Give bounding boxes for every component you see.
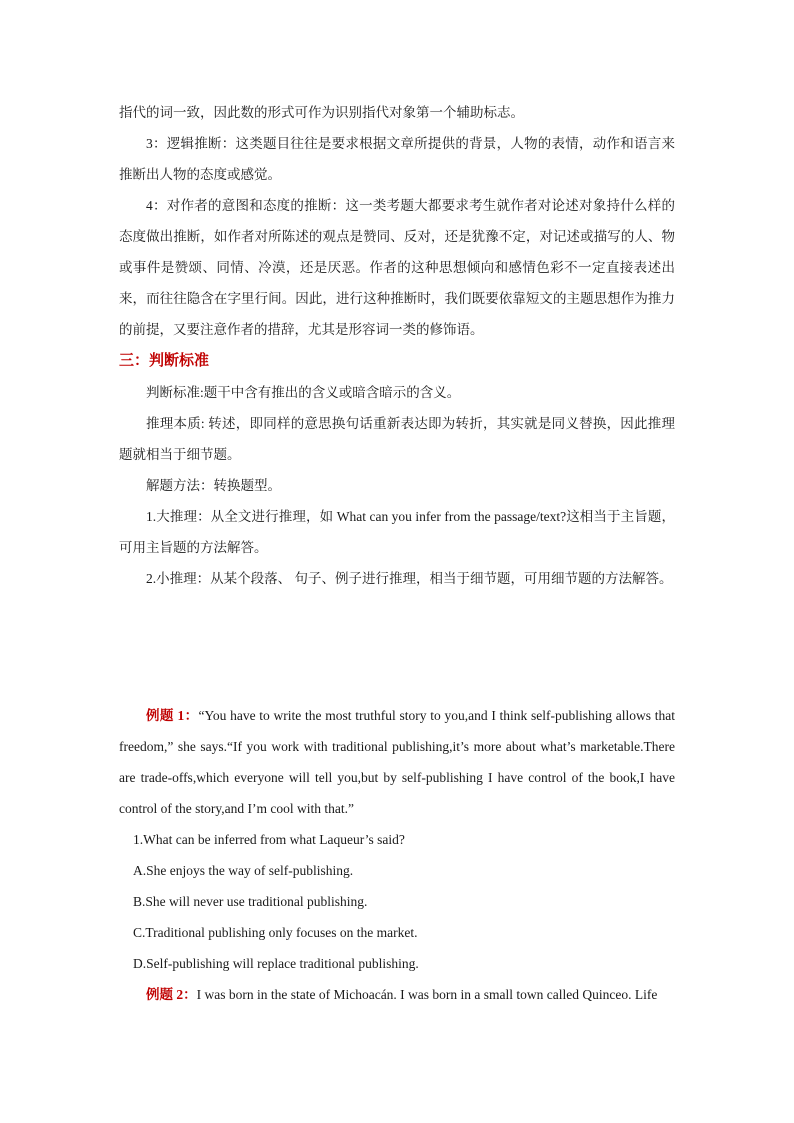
paragraph-essence: 推理本质: 转述，即同样的意思换句话重新表达即为转折，其实就是同义替换，因此推理题就相当于细节题。 xyxy=(119,416,675,462)
paragraph-method: 解题方法：转换题型。 xyxy=(146,478,281,493)
option-b: B.She will never use traditional publishing. xyxy=(133,894,368,909)
paragraph-small-inference: 2.小推理：从某个段落、 句子、例子进行推理，相当于细节题，可用细节题的方法解答。 xyxy=(146,571,673,586)
example-2-label: 例题 2： xyxy=(146,987,197,1002)
example-2-passage xyxy=(119,979,675,1010)
example-2-text: I was born in the state of Michoacán. I was born in a small town called Quinceo. Life xyxy=(196,987,658,1002)
example-1-label: 例题 1： xyxy=(146,708,199,723)
paragraph-author-intent: 4：对作者的意图和态度的推断：这一类考题大都要求考生就作者对论述对象持什么样的态度做出推断，如作者对所陈述的观点是赞同、反对，还是犹豫不定，对记述或描写的人、物或事件是赞颂、同情、冷漠，还是厌恶。作者的这种思想倾向和感情色彩不一定直接表述出来，而往往隐含在字里行间。因此，进行这种推断时，我们既要依靠短文的主题思想作为推力的前提，又要注意作者的措辞，尤其是形容词一类的修饰语。 xyxy=(119,198,675,337)
section-heading: 三：判断标准 xyxy=(119,353,210,369)
paragraph-big-inference: 1.大推理：从全文进行推理，如 What can you infer from the passage/text?这相当于主旨题，可用主旨题的方法解答。 xyxy=(119,509,675,555)
paragraph-logic-inference: 3：逻辑推断：这类题目往往是要求根据文章所提供的背景，人物的表情，动作和语言来推断出人物的态度或感觉。 xyxy=(119,136,675,182)
example-1-question: 1.What can be inferred from what Laqueur’s said? xyxy=(133,832,405,847)
option-a: A.She enjoys the way of self-publishing. xyxy=(133,863,354,878)
paragraph-criterion: 判断标准:题干中含有推出的含义或暗含暗示的含义。 xyxy=(146,385,461,400)
option-d: D.Self-publishing will replace traditional publishing. xyxy=(133,956,419,971)
example-1-text: “You have to write the most truthful story to you,and I think self-publishing allows that freedom,” she says.“If you work with traditional publishing,it’s more about what’s marketable.There are trade-offs,which everyone will tell you,but by self-publishing I have control of the book,I have control of the story,and I’m cool with that.” xyxy=(119,708,676,816)
example-1-passage xyxy=(119,700,675,824)
paragraph-continuation: 指代的词一致，因此数的形式可作为识别指代对象第一个辅助标志。 xyxy=(119,105,524,120)
option-c: C.Traditional publishing only focuses on the market. xyxy=(133,925,418,940)
